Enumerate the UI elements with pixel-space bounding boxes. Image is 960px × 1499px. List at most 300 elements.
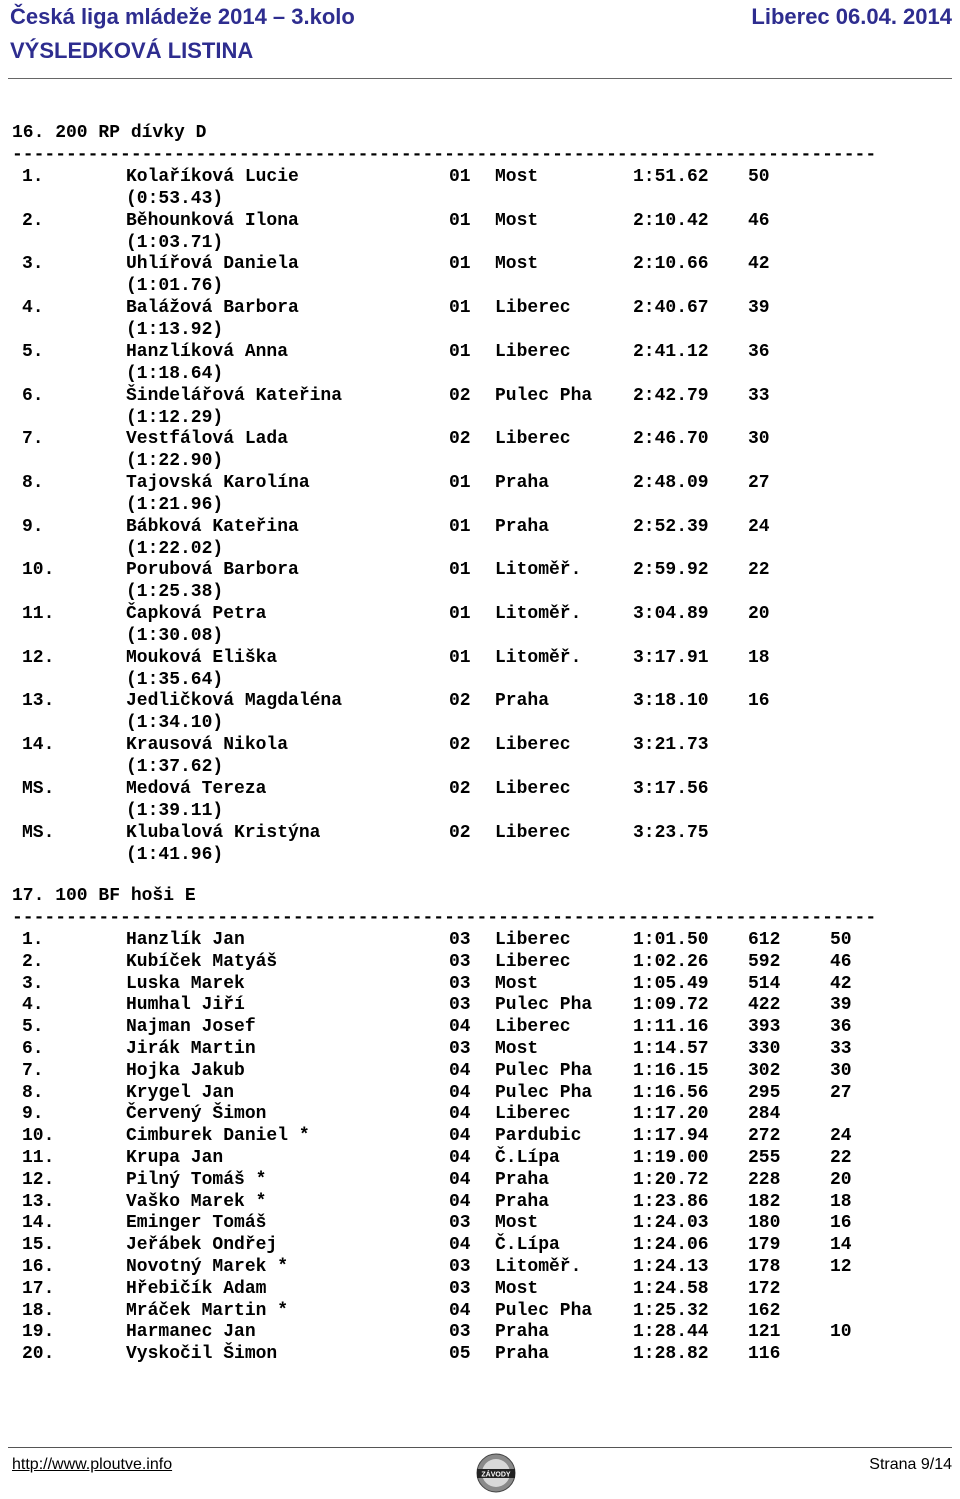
- split-time: (1:41.96): [126, 844, 224, 865]
- split-time: (1:03.71): [126, 232, 224, 253]
- result-row: [0, 516, 960, 538]
- split-time: (1:18.64): [126, 363, 224, 384]
- rank: 7.: [22, 429, 44, 450]
- result-row: [0, 647, 960, 669]
- result-row: [0, 297, 960, 319]
- swimmer-name: Hojka Jakub: [126, 1060, 245, 1081]
- split-row: [0, 844, 960, 866]
- birth-year: 04: [449, 1126, 471, 1147]
- fina-points: 514: [748, 973, 781, 994]
- swimmer-name: Humhal Jiří: [126, 995, 245, 1016]
- points: 10: [830, 1322, 852, 1343]
- rank: 8.: [22, 472, 44, 493]
- footer-divider: [8, 1447, 952, 1448]
- result-row: [0, 1191, 960, 1213]
- fina-points: 182: [748, 1191, 781, 1212]
- result-row: [0, 1300, 960, 1322]
- club: Praha: [495, 472, 550, 493]
- points: 18: [748, 647, 770, 668]
- birth-year: 01: [449, 516, 471, 537]
- points: 27: [748, 472, 770, 493]
- result-row: [0, 341, 960, 363]
- split-time: (1:21.96): [126, 494, 224, 515]
- birth-year: 02: [449, 822, 471, 843]
- fina-points: 121: [748, 1322, 781, 1343]
- time: 1:25.32: [633, 1300, 709, 1321]
- rank: 3.: [22, 254, 44, 275]
- result-row: [0, 428, 960, 450]
- rank: 2.: [22, 210, 44, 231]
- time: 3:21.73: [633, 735, 709, 756]
- result-row: [0, 1169, 960, 1191]
- swimmer-name: Novotný Marek *: [126, 1257, 289, 1277]
- rank: 17.: [22, 1278, 55, 1299]
- split-row: [0, 625, 960, 647]
- swimmer-name: Krausová Nikola: [126, 735, 289, 756]
- club: Č.Lípa: [495, 1148, 560, 1168]
- rank: 10.: [22, 560, 55, 581]
- time: 1:16.56: [633, 1082, 709, 1103]
- points: 46: [748, 210, 770, 231]
- fina-points: 612: [748, 930, 781, 950]
- club: Praha: [495, 1191, 550, 1212]
- points: 14: [830, 1235, 852, 1256]
- points: 24: [748, 516, 770, 537]
- time: 1:24.03: [633, 1213, 709, 1234]
- rank: 4.: [22, 298, 44, 319]
- club: Pulec Pha: [495, 995, 593, 1016]
- result-row: [0, 1060, 960, 1082]
- swimmer-name: Porubová Barbora: [126, 560, 299, 581]
- time: 2:42.79: [633, 385, 709, 406]
- birth-year: 01: [449, 167, 471, 187]
- rank: MS.: [22, 778, 55, 799]
- swimmer-name: Luska Marek: [126, 973, 245, 994]
- points: 20: [830, 1169, 852, 1190]
- result-row: [0, 1147, 960, 1169]
- result-row: [0, 1103, 960, 1125]
- rank: 11.: [22, 1148, 55, 1168]
- header-divider: [8, 78, 952, 79]
- club: Praha: [495, 1322, 550, 1343]
- result-row: [0, 778, 960, 800]
- club: Most: [495, 1039, 539, 1059]
- result-row: [0, 1256, 960, 1278]
- split-row: [0, 538, 960, 560]
- birth-year: 04: [449, 1235, 471, 1256]
- rank: 10.: [22, 1126, 55, 1147]
- rank: MS.: [22, 822, 55, 843]
- birth-year: 01: [449, 472, 471, 493]
- points: 39: [748, 298, 770, 319]
- points: 46: [830, 951, 852, 972]
- fina-points: 162: [748, 1300, 781, 1321]
- birth-year: 03: [449, 951, 471, 972]
- swimmer-name: Pilný Tomáš *: [126, 1169, 267, 1190]
- rank: 16.: [22, 1257, 55, 1277]
- result-row: [0, 951, 960, 973]
- swimmer-name: Hřebičík Adam: [126, 1278, 267, 1299]
- time: 3:23.75: [633, 822, 709, 843]
- split-time: (1:22.02): [126, 538, 224, 559]
- club: Litoměř.: [495, 1257, 582, 1277]
- split-row: [0, 319, 960, 341]
- rank: 5.: [22, 1017, 44, 1038]
- split-time: (1:34.10): [126, 713, 224, 734]
- swimmer-name: Krupa Jan: [126, 1148, 224, 1168]
- split-row: [0, 494, 960, 516]
- result-row: [0, 1212, 960, 1234]
- points: 30: [748, 429, 770, 450]
- time: 3:18.10: [633, 691, 709, 712]
- points: 24: [830, 1126, 852, 1147]
- birth-year: 01: [449, 210, 471, 231]
- time: 1:24.06: [633, 1235, 709, 1256]
- fina-points: 330: [748, 1039, 781, 1059]
- points: 39: [830, 995, 852, 1016]
- time: 3:04.89: [633, 604, 709, 624]
- split-row: [0, 712, 960, 734]
- result-row: [0, 822, 960, 844]
- birth-year: 01: [449, 298, 471, 319]
- birth-year: 04: [449, 1169, 471, 1190]
- club: Liberec: [495, 822, 571, 843]
- birth-year: 01: [449, 604, 471, 624]
- split-row: [0, 669, 960, 691]
- event-title: Česká liga mládeže 2014 – 3.kolo: [10, 4, 355, 29]
- birth-year: 04: [449, 1082, 471, 1103]
- page-number: Strana 9/14: [869, 1456, 952, 1473]
- points: 50: [748, 167, 770, 187]
- swimmer-name: Vaško Marek *: [126, 1191, 267, 1212]
- rank: 18.: [22, 1300, 55, 1321]
- birth-year: 03: [449, 1278, 471, 1299]
- points: 42: [748, 254, 770, 275]
- split-time: (1:37.62): [126, 757, 224, 778]
- swimmer-name: Vestfálová Lada: [126, 429, 289, 450]
- split-time: (1:30.08): [126, 626, 224, 646]
- club: Praha: [495, 691, 550, 712]
- points: 36: [830, 1017, 852, 1038]
- split-time: (0:53.43): [126, 189, 224, 209]
- birth-year: 04: [449, 1148, 471, 1168]
- swimmer-name: Hanzlíková Anna: [126, 341, 289, 362]
- rank: 3.: [22, 973, 44, 994]
- club: Most: [495, 1278, 539, 1299]
- header-row-1: [10, 4, 952, 34]
- result-row: [0, 385, 960, 407]
- club: Most: [495, 254, 539, 275]
- birth-year: 03: [449, 930, 471, 950]
- points: 22: [748, 560, 770, 581]
- result-row: [0, 734, 960, 756]
- result-row: [0, 166, 960, 188]
- rank: 8.: [22, 1082, 44, 1103]
- fina-points: 228: [748, 1169, 781, 1190]
- time: 1:24.13: [633, 1257, 709, 1277]
- swimmer-name: Červený Šimon: [126, 1104, 267, 1125]
- club: Č.Lípa: [495, 1235, 560, 1256]
- rank: 1.: [22, 930, 44, 950]
- fina-points: 255: [748, 1148, 781, 1168]
- result-row: [0, 1234, 960, 1256]
- time: 1:19.00: [633, 1148, 709, 1168]
- club: Litoměř.: [495, 604, 582, 624]
- rank: 11.: [22, 604, 55, 624]
- birth-year: 02: [449, 385, 471, 406]
- result-row: [0, 994, 960, 1016]
- birth-year: 03: [449, 1213, 471, 1234]
- rank: 7.: [22, 1060, 44, 1081]
- points: 12: [830, 1257, 852, 1277]
- fina-points: 284: [748, 1104, 781, 1125]
- points: 50: [830, 930, 852, 950]
- rank: 13.: [22, 1191, 55, 1212]
- swimmer-name: Bábková Kateřina: [126, 516, 299, 537]
- document-title: VÝSLEDKOVÁ LISTINA: [10, 38, 254, 63]
- birth-year: 03: [449, 973, 471, 994]
- club: Liberec: [495, 341, 571, 362]
- swimmer-name: Mouková Eliška: [126, 647, 278, 668]
- rank: 5.: [22, 341, 44, 362]
- time: 1:11.16: [633, 1017, 709, 1038]
- club: Liberec: [495, 298, 571, 319]
- fina-points: 302: [748, 1060, 781, 1081]
- time: 1:14.57: [633, 1039, 709, 1059]
- logo-text: ZÁVODY: [481, 1471, 511, 1479]
- time: 2:52.39: [633, 516, 709, 537]
- zavody-logo-icon: [474, 1452, 518, 1494]
- rank: 9.: [22, 516, 44, 537]
- rank: 20.: [22, 1344, 55, 1365]
- result-row: [0, 690, 960, 712]
- swimmer-name: Krygel Jan: [126, 1082, 235, 1103]
- birth-year: 04: [449, 1191, 471, 1212]
- fina-points: 116: [748, 1344, 781, 1365]
- club: Liberec: [495, 735, 571, 756]
- result-row: [0, 253, 960, 275]
- club: Praha: [495, 516, 550, 537]
- split-time: (1:12.29): [126, 407, 224, 428]
- club: Litoměř.: [495, 647, 582, 668]
- swimmer-name: Medová Tereza: [126, 778, 267, 799]
- time: 1:02.26: [633, 951, 709, 972]
- club: Liberec: [495, 930, 571, 950]
- result-row: [0, 1125, 960, 1147]
- time: 2:59.92: [633, 560, 709, 581]
- dashed-separator: --------------------------------------------------------------------------------: [12, 908, 877, 928]
- rank: 6.: [22, 385, 44, 406]
- split-time: (1:01.76): [126, 276, 224, 297]
- points: 33: [748, 385, 770, 406]
- result-row: [0, 973, 960, 995]
- club: Praha: [495, 1169, 550, 1190]
- time: 1:16.15: [633, 1060, 709, 1081]
- swimmer-name: Čapková Petra: [126, 604, 267, 624]
- birth-year: 02: [449, 778, 471, 799]
- rank: 15.: [22, 1235, 55, 1256]
- time: 3:17.91: [633, 647, 709, 668]
- split-time: (1:35.64): [126, 669, 224, 690]
- swimmer-name: Šindelářová Kateřina: [126, 385, 343, 406]
- birth-year: 01: [449, 254, 471, 275]
- time: 1:24.58: [633, 1278, 709, 1299]
- birth-year: 02: [449, 735, 471, 756]
- birth-year: 01: [449, 560, 471, 581]
- club: Pulec Pha: [495, 1060, 593, 1081]
- header-row-2: [10, 38, 952, 68]
- swimmer-name: Eminger Tomáš: [126, 1213, 267, 1234]
- birth-year: 03: [449, 1257, 471, 1277]
- birth-year: 01: [449, 341, 471, 362]
- swimmer-name: Balážová Barbora: [126, 298, 299, 319]
- split-row: [0, 232, 960, 254]
- birth-year: 01: [449, 647, 471, 668]
- section-title: 17. 100 BF hoši E: [12, 886, 196, 906]
- club: Pulec Pha: [495, 385, 593, 406]
- time: 1:23.86: [633, 1191, 709, 1212]
- rank: 6.: [22, 1039, 44, 1059]
- fina-points: 172: [748, 1278, 781, 1299]
- result-row: [0, 603, 960, 625]
- birth-year: 04: [449, 1060, 471, 1081]
- birth-year: 03: [449, 1039, 471, 1059]
- birth-year: 04: [449, 1017, 471, 1038]
- birth-year: 04: [449, 1300, 471, 1321]
- points: 36: [748, 341, 770, 362]
- split-row: [0, 581, 960, 603]
- points: 27: [830, 1082, 852, 1103]
- points: 16: [830, 1213, 852, 1234]
- result-row: [0, 472, 960, 494]
- points: 30: [830, 1060, 852, 1081]
- club: Liberec: [495, 1104, 571, 1125]
- swimmer-name: Tajovská Karolína: [126, 472, 310, 493]
- swimmer-name: Vyskočil Šimon: [126, 1344, 278, 1365]
- result-row: [0, 1343, 960, 1365]
- split-row: [0, 756, 960, 778]
- result-row: [0, 1321, 960, 1343]
- split-row: [0, 407, 960, 429]
- rank: 12.: [22, 647, 55, 668]
- club: Pardubic: [495, 1126, 582, 1147]
- points: 16: [748, 691, 770, 712]
- split-time: (1:22.90): [126, 451, 224, 472]
- result-row: [0, 210, 960, 232]
- points: 18: [830, 1191, 852, 1212]
- swimmer-name: Najman Josef: [126, 1017, 256, 1038]
- split-row: [0, 363, 960, 385]
- swimmer-name: Jeřábek Ondřej: [126, 1235, 278, 1256]
- swimmer-name: Harmanec Jan: [126, 1322, 256, 1343]
- split-time: (1:25.38): [126, 582, 224, 603]
- rank: 9.: [22, 1104, 44, 1125]
- place-date: Liberec 06.04. 2014: [751, 4, 952, 29]
- points: 42: [830, 973, 852, 994]
- time: 1:09.72: [633, 995, 709, 1016]
- time: 2:41.12: [633, 341, 709, 362]
- swimmer-name: Jedličková Magdaléna: [126, 691, 343, 712]
- club: Pulec Pha: [495, 1300, 593, 1321]
- time: 1:28.82: [633, 1344, 709, 1365]
- time: 2:46.70: [633, 429, 709, 450]
- club: Liberec: [495, 951, 571, 972]
- birth-year: 04: [449, 1104, 471, 1125]
- time: 2:40.67: [633, 298, 709, 319]
- fina-points: 422: [748, 995, 781, 1016]
- split-row: [0, 800, 960, 822]
- swimmer-name: Cimburek Daniel *: [126, 1126, 310, 1147]
- time: 2:48.09: [633, 472, 709, 493]
- rank: 13.: [22, 691, 55, 712]
- points: 20: [748, 604, 770, 624]
- swimmer-name: Uhlířová Daniela: [126, 254, 299, 275]
- section-title: 16. 200 RP dívky D: [12, 123, 207, 143]
- dashed-separator: --------------------------------------------------------------------------------: [12, 145, 877, 165]
- time: 2:10.66: [633, 254, 709, 275]
- fina-points: 592: [748, 951, 781, 972]
- swimmer-name: Mráček Martin *: [126, 1300, 289, 1321]
- birth-year: 03: [449, 1322, 471, 1343]
- swimmer-name: Hanzlík Jan: [126, 930, 245, 950]
- club: Liberec: [495, 778, 571, 799]
- time: 1:05.49: [633, 973, 709, 994]
- result-row: [0, 1082, 960, 1104]
- rank: 1.: [22, 167, 44, 187]
- birth-year: 03: [449, 995, 471, 1016]
- swimmer-name: Jirák Martin: [126, 1039, 256, 1059]
- club: Liberec: [495, 1017, 571, 1038]
- split-row: [0, 188, 960, 210]
- swimmer-name: Klubalová Kristýna: [126, 822, 321, 843]
- time: 1:28.44: [633, 1322, 709, 1343]
- fina-points: 178: [748, 1257, 781, 1277]
- fina-points: 180: [748, 1213, 781, 1234]
- result-row: [0, 1038, 960, 1060]
- rank: 2.: [22, 951, 44, 972]
- club: Praha: [495, 1344, 550, 1365]
- split-time: (1:39.11): [126, 800, 224, 821]
- time: 1:17.20: [633, 1104, 709, 1125]
- rank: 14.: [22, 735, 55, 756]
- time: 1:51.62: [633, 167, 709, 187]
- result-row: [0, 559, 960, 581]
- fina-points: 179: [748, 1235, 781, 1256]
- result-row: [0, 1278, 960, 1300]
- swimmer-name: Kolaříková Lucie: [126, 167, 299, 187]
- rank: 19.: [22, 1322, 55, 1343]
- time: 1:01.50: [633, 930, 709, 950]
- split-time: (1:13.92): [126, 320, 224, 341]
- swimmer-name: Kubíček Matyáš: [126, 951, 278, 972]
- time: 1:17.94: [633, 1126, 709, 1147]
- fina-points: 393: [748, 1017, 781, 1038]
- rank: 4.: [22, 995, 44, 1016]
- club: Litoměř.: [495, 560, 582, 581]
- swimmer-name: Běhounková Ilona: [126, 210, 299, 231]
- time: 1:20.72: [633, 1169, 709, 1190]
- club: Pulec Pha: [495, 1082, 593, 1103]
- result-row: [0, 929, 960, 951]
- club: Most: [495, 1213, 539, 1234]
- website-link[interactable]: http://www.ploutve.info: [12, 1456, 173, 1473]
- club: Liberec: [495, 429, 571, 450]
- split-row: [0, 275, 960, 297]
- time: 2:10.42: [633, 210, 709, 231]
- rank: 14.: [22, 1213, 55, 1234]
- points: 22: [830, 1148, 852, 1168]
- rank: 12.: [22, 1169, 55, 1190]
